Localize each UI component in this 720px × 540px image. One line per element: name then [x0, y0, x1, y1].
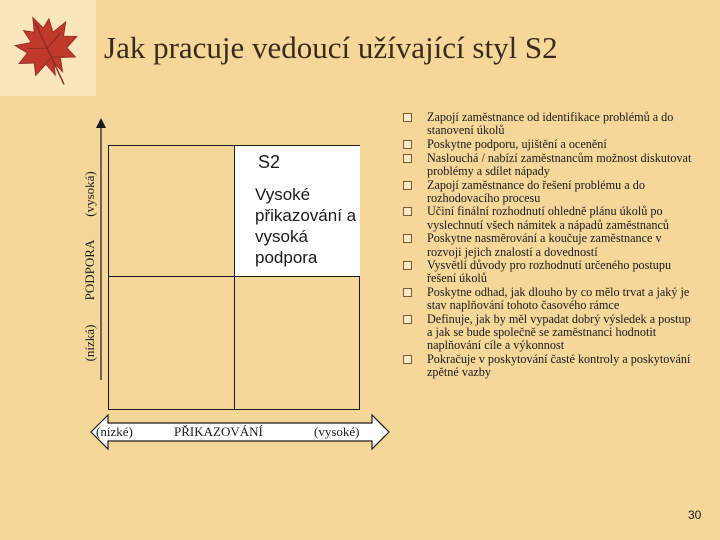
y-axis-title: PODPORA	[82, 239, 97, 301]
hollow-square-bullet-icon	[403, 207, 412, 216]
grid-vertical-divider	[234, 146, 235, 409]
hollow-square-bullet-icon	[403, 140, 412, 149]
list-item	[402, 111, 694, 137]
list-item	[402, 353, 694, 379]
list-item	[402, 205, 694, 231]
list-item	[402, 259, 694, 285]
quadrant-label: S2	[258, 152, 281, 172]
bullet-text: Poskytne nasměrování a koučuje zaměstnance v rozvoji jejich znalostí a dovedností	[427, 231, 662, 259]
list-item	[402, 152, 694, 178]
hollow-square-bullet-icon	[403, 315, 412, 324]
bullet-text: Zapojí zaměstnance do řešení problému a do rozhodovacího procesu	[427, 177, 645, 205]
hollow-square-bullet-icon	[403, 181, 412, 190]
y-axis-high-label: (vysoká)	[82, 171, 97, 217]
hollow-square-bullet-icon	[403, 355, 412, 364]
bullet-text: Poskytne odhad, jak dlouho by co mělo trvat a jaký je stav naplňování tohoto časového rámce	[427, 285, 690, 313]
bullet-text: Zapojí zaměstnance od identifikace problémů a do stanovení úkolů	[427, 110, 674, 138]
hollow-square-bullet-icon	[403, 288, 412, 297]
list-item	[402, 286, 694, 312]
bullet-text: Naslouchá / nabízí zaměstnancům možnost diskutovat problémy a sdílet nápady	[427, 150, 692, 178]
hollow-square-bullet-icon	[403, 261, 412, 270]
list-item	[402, 232, 694, 258]
x-axis-low-label: (nízké)	[96, 424, 133, 439]
list-item	[402, 313, 694, 353]
bullet-text: Vysvětlí důvody pro rozhodnutí určeného postupu řešení úkolů	[427, 258, 672, 286]
page-number: 30	[688, 508, 702, 522]
logo	[0, 0, 96, 96]
hollow-square-bullet-icon	[403, 234, 412, 243]
maple-leaf-icon	[0, 0, 96, 96]
x-axis-title: PŘIKAZOVÁNÍ	[174, 424, 263, 439]
quadrant-description: Vysoké přikazování a vysoká podpora	[255, 185, 357, 267]
bullet-text: Učiní finální rozhodnutí ohledně plánu úkolů po vyslechnutí všech námitek a nápadů zaměstnanců	[427, 204, 669, 232]
list-item	[402, 179, 694, 205]
bullet-text: Pokračuje v poskytování časté kontroly a poskytování zpětné vazby	[427, 352, 691, 380]
hollow-square-bullet-icon	[403, 154, 412, 163]
grid-horizontal-divider	[109, 276, 359, 277]
bullet-list	[402, 111, 694, 380]
bullet-text: Poskytne podporu, ujištění a ocenění	[427, 136, 607, 151]
y-axis-low-label: (nízká)	[82, 324, 97, 362]
hollow-square-bullet-icon	[403, 113, 412, 122]
slide-title: Jak pracuje vedoucí užívající styl S2	[104, 30, 558, 65]
x-axis-high-label: (vysoké)	[314, 424, 360, 439]
bullet-text: Definuje, jak by měl vypadat dobrý výsledek a postup a jak se bude společně se zaměstnanci hodnotit naplňování cíle a výkonnost	[427, 312, 691, 353]
list-item	[402, 138, 694, 151]
